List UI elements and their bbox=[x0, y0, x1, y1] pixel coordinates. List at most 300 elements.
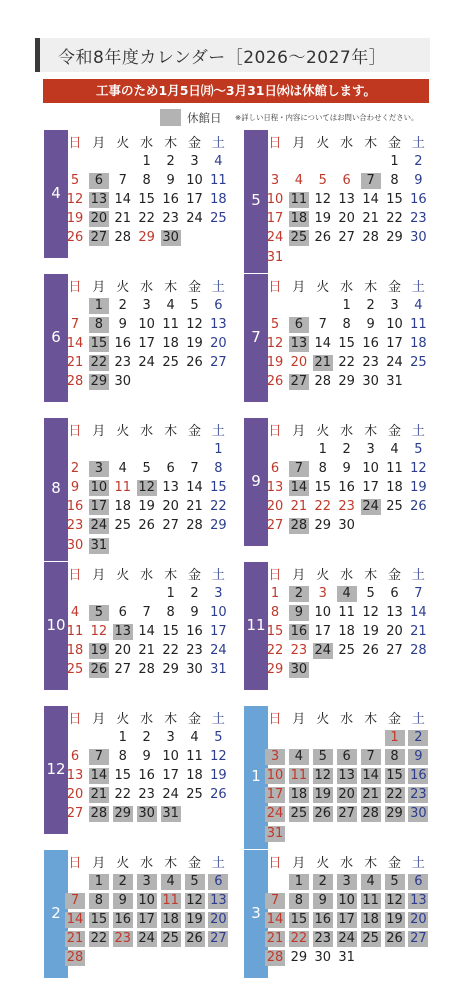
weekday-header: 日 bbox=[268, 856, 282, 871]
day-cell: 15 bbox=[266, 624, 284, 640]
day-cell: 14 bbox=[314, 336, 332, 352]
month-label: 9 bbox=[251, 472, 261, 490]
closed-day-cell: 4 bbox=[289, 749, 309, 765]
day-cell: 12 bbox=[362, 605, 379, 621]
day-cell: 6 bbox=[390, 586, 399, 601]
closed-day-cell: 17 bbox=[90, 499, 108, 515]
day-cell: 2 bbox=[70, 461, 80, 477]
title-bar bbox=[35, 38, 430, 72]
day-cell: 7 bbox=[414, 586, 423, 601]
weekday-header: 水 bbox=[140, 136, 154, 151]
closed-day-cell: 31 bbox=[90, 537, 108, 553]
day-cell: 11 bbox=[386, 461, 403, 477]
weekday-header: 月 bbox=[92, 424, 106, 439]
day-cell: 26 bbox=[410, 499, 427, 515]
closed-day-cell: 19 bbox=[90, 643, 108, 659]
day-cell: 24 bbox=[162, 787, 179, 803]
closed-day-cell: 12 bbox=[138, 480, 155, 496]
day-cell: 15 bbox=[314, 480, 332, 496]
day-cell: 11 bbox=[410, 317, 427, 333]
day-cell: 27 bbox=[210, 355, 227, 371]
closed-day-cell: 6 bbox=[289, 317, 309, 333]
weekday-header: 水 bbox=[340, 280, 354, 295]
closed-day-cell: 22 bbox=[290, 931, 308, 947]
closed-day-cell: 20 bbox=[410, 912, 427, 928]
day-cell: 19 bbox=[186, 336, 203, 352]
weekday-header: 木 bbox=[364, 280, 378, 295]
day-cell: 21 bbox=[186, 499, 203, 515]
weekday-header: 月 bbox=[92, 136, 106, 151]
closed-day-cell: 30 bbox=[410, 806, 427, 822]
day-cell: 11 bbox=[162, 317, 179, 333]
closed-day-cell: 11 bbox=[290, 768, 308, 784]
weekday-header: 水 bbox=[140, 856, 154, 871]
day-cell: 28 bbox=[186, 518, 203, 534]
day-cell: 29 bbox=[138, 230, 155, 246]
closed-day-cell: 8 bbox=[289, 893, 309, 909]
day-cell: 23 bbox=[338, 499, 355, 515]
closed-day-cell: 3 bbox=[89, 461, 109, 477]
day-cell: 15 bbox=[138, 192, 155, 208]
closed-day-cell: 17 bbox=[338, 912, 355, 928]
closed-day-cell: 24 bbox=[138, 931, 155, 947]
closed-day-cell: 13 bbox=[410, 893, 427, 909]
day-cell: 9 bbox=[70, 480, 80, 496]
day-cell: 2 bbox=[414, 154, 423, 169]
closed-day-cell: 14 bbox=[362, 768, 379, 784]
day-cell: 6 bbox=[270, 461, 280, 477]
day-cell: 20 bbox=[266, 499, 284, 515]
closed-day-cell: 29 bbox=[114, 806, 132, 822]
weekday-header: 金 bbox=[187, 136, 201, 151]
day-cell: 1 bbox=[270, 586, 280, 601]
day-cell: 4 bbox=[414, 298, 423, 313]
closed-day-cell: 14 bbox=[290, 480, 308, 496]
day-cell: 1 bbox=[214, 442, 223, 457]
closed-day-cell: 6 bbox=[408, 874, 428, 890]
day-cell: 8 bbox=[318, 461, 327, 477]
closed-day-cell: 18 bbox=[290, 211, 308, 227]
weekday-header: 木 bbox=[164, 568, 178, 583]
closed-day-cell: 19 bbox=[386, 912, 403, 928]
closed-day-cell: 9 bbox=[289, 605, 309, 621]
closed-day-cell: 29 bbox=[90, 374, 108, 390]
day-cell: 25 bbox=[338, 643, 355, 659]
day-cell: 6 bbox=[118, 605, 127, 621]
day-cell: 15 bbox=[338, 336, 355, 352]
weekday-header: 月 bbox=[292, 424, 306, 439]
closed-day-cell: 1 bbox=[385, 730, 405, 746]
day-cell: 19 bbox=[66, 211, 84, 227]
closed-day-cell: 27 bbox=[90, 230, 108, 246]
closed-day-cell: 25 bbox=[362, 931, 379, 947]
day-cell: 2 bbox=[342, 442, 351, 457]
day-cell: 8 bbox=[342, 317, 351, 333]
closed-day-cell: 14 bbox=[266, 912, 284, 928]
month-label: 10 bbox=[46, 616, 66, 634]
day-cell: 23 bbox=[138, 787, 155, 803]
closed-day-cell: 11 bbox=[290, 192, 308, 208]
closed-day-cell: 7 bbox=[89, 749, 109, 765]
closed-day-cell: 13 bbox=[114, 624, 132, 640]
weekday-header: 木 bbox=[364, 856, 378, 871]
day-cell: 25 bbox=[210, 211, 227, 227]
day-cell: 3 bbox=[142, 298, 151, 313]
day-cell: 10 bbox=[314, 605, 332, 621]
day-cell: 29 bbox=[338, 374, 355, 390]
day-cell: 20 bbox=[114, 643, 132, 659]
closed-day-cell: 9 bbox=[113, 893, 133, 909]
day-cell: 10 bbox=[266, 192, 284, 208]
closed-day-cell: 9 bbox=[313, 893, 333, 909]
closed-day-cell: 10 bbox=[90, 480, 108, 496]
day-cell: 15 bbox=[114, 768, 132, 784]
weekday-header: 木 bbox=[164, 280, 178, 295]
month-label: 6 bbox=[51, 328, 61, 346]
weekday-header: 月 bbox=[92, 568, 106, 583]
weekday-header: 水 bbox=[340, 856, 354, 871]
closed-day-cell: 16 bbox=[314, 912, 332, 928]
day-cell: 19 bbox=[266, 355, 284, 371]
weekday-header: 日 bbox=[268, 136, 282, 151]
weekday-header: 火 bbox=[316, 568, 330, 583]
day-cell: 27 bbox=[386, 643, 403, 659]
day-cell: 31 bbox=[386, 374, 403, 390]
day-cell: 1 bbox=[390, 154, 399, 169]
day-cell: 6 bbox=[70, 749, 80, 765]
day-cell: 1 bbox=[118, 730, 127, 745]
day-cell: 10 bbox=[386, 317, 403, 333]
closed-day-cell: 16 bbox=[290, 624, 308, 640]
closed-day-cell: 12 bbox=[314, 768, 332, 784]
closed-day-cell: 2 bbox=[313, 874, 333, 890]
day-cell: 19 bbox=[362, 624, 379, 640]
closed-day-cell: 11 bbox=[162, 893, 179, 909]
weekday-header: 火 bbox=[116, 136, 130, 151]
day-cell: 14 bbox=[66, 336, 84, 352]
weekday-header: 月 bbox=[292, 856, 306, 871]
day-cell: 28 bbox=[410, 643, 427, 659]
weekday-header: 土 bbox=[411, 568, 425, 583]
day-cell: 21 bbox=[114, 211, 132, 227]
closed-day-cell: 15 bbox=[290, 912, 308, 928]
weekday-header: 金 bbox=[187, 568, 201, 583]
day-cell: 23 bbox=[66, 518, 84, 534]
weekday-header: 月 bbox=[292, 568, 306, 583]
day-cell: 2 bbox=[142, 730, 151, 745]
closed-day-cell: 26 bbox=[314, 806, 332, 822]
month-label: 3 bbox=[251, 904, 261, 922]
day-cell: 7 bbox=[190, 461, 199, 477]
closed-day-cell: 25 bbox=[162, 931, 179, 947]
day-cell: 27 bbox=[338, 230, 355, 246]
closed-day-cell: 9 bbox=[408, 749, 428, 765]
weekday-header: 金 bbox=[187, 424, 201, 439]
closed-day-cell: 24 bbox=[338, 931, 355, 947]
closed-day-cell: 22 bbox=[90, 931, 108, 947]
day-cell: 1 bbox=[142, 154, 151, 169]
day-cell: 5 bbox=[70, 173, 80, 189]
day-cell: 8 bbox=[142, 173, 151, 189]
day-cell: 9 bbox=[414, 173, 423, 189]
closed-day-cell: 6 bbox=[208, 874, 228, 890]
weekday-header: 月 bbox=[92, 856, 106, 871]
closed-day-cell: 23 bbox=[114, 931, 132, 947]
day-cell: 29 bbox=[210, 518, 227, 534]
closed-day-cell: 28 bbox=[362, 806, 379, 822]
closed-day-cell: 31 bbox=[162, 806, 179, 822]
day-cell: 18 bbox=[114, 499, 132, 515]
day-cell: 30 bbox=[410, 230, 427, 246]
page-title: 令和8年度カレンダー［2026〜2027年］ bbox=[58, 48, 387, 68]
day-cell: 8 bbox=[390, 173, 399, 189]
weekday-header: 火 bbox=[316, 424, 330, 439]
weekday-header: 日 bbox=[68, 280, 82, 295]
day-cell: 9 bbox=[118, 317, 127, 333]
weekday-header: 日 bbox=[68, 424, 82, 439]
day-cell: 9 bbox=[166, 173, 175, 189]
day-cell: 19 bbox=[210, 768, 227, 784]
weekday-header: 水 bbox=[140, 424, 154, 439]
day-cell: 22 bbox=[338, 355, 355, 371]
day-cell: 1 bbox=[342, 298, 351, 313]
day-cell: 8 bbox=[166, 605, 175, 621]
day-cell: 2 bbox=[366, 298, 375, 313]
day-cell: 11 bbox=[114, 480, 132, 496]
weekday-header: 土 bbox=[211, 136, 225, 151]
closed-day-cell: 4 bbox=[361, 874, 381, 890]
day-cell: 17 bbox=[162, 768, 179, 784]
closed-day-cell: 3 bbox=[137, 874, 157, 890]
day-cell: 22 bbox=[314, 499, 332, 515]
weekday-header: 土 bbox=[211, 568, 225, 583]
day-cell: 16 bbox=[338, 480, 355, 496]
weekday-header: 木 bbox=[364, 136, 378, 151]
weekday-header: 日 bbox=[68, 568, 82, 583]
closed-day-cell: 22 bbox=[90, 355, 108, 371]
day-cell: 19 bbox=[314, 211, 332, 227]
day-cell: 4 bbox=[70, 605, 80, 621]
weekday-header: 火 bbox=[316, 712, 330, 727]
closed-day-cell: 21 bbox=[266, 931, 284, 947]
day-cell: 3 bbox=[390, 298, 399, 313]
day-cell: 18 bbox=[66, 643, 84, 659]
closed-day-cell: 5 bbox=[185, 874, 205, 890]
closed-day-cell: 14 bbox=[66, 912, 84, 928]
day-cell: 10 bbox=[362, 461, 379, 477]
day-cell: 22 bbox=[138, 211, 155, 227]
day-cell: 26 bbox=[66, 230, 84, 246]
weekday-header: 木 bbox=[164, 136, 178, 151]
month-label: 8 bbox=[51, 479, 61, 498]
day-cell: 19 bbox=[410, 480, 427, 496]
day-cell: 19 bbox=[138, 499, 155, 515]
day-cell: 21 bbox=[66, 355, 84, 371]
weekday-header: 金 bbox=[187, 280, 201, 295]
day-cell: 30 bbox=[362, 374, 379, 390]
closed-day-cell: 14 bbox=[90, 768, 108, 784]
closed-day-cell: 13 bbox=[90, 192, 108, 208]
day-cell: 5 bbox=[366, 586, 375, 601]
closed-day-cell: 24 bbox=[90, 518, 108, 534]
closed-day-cell: 3 bbox=[337, 874, 357, 890]
closed-day-cell: 29 bbox=[386, 806, 403, 822]
day-cell: 1 bbox=[166, 586, 175, 601]
closed-day-cell: 6 bbox=[337, 749, 357, 765]
day-cell: 25 bbox=[114, 518, 132, 534]
day-cell: 13 bbox=[266, 480, 284, 496]
day-cell: 24 bbox=[210, 643, 227, 659]
day-cell: 23 bbox=[410, 211, 427, 227]
day-cell: 12 bbox=[186, 317, 203, 333]
day-cell: 13 bbox=[338, 192, 355, 208]
closed-day-cell: 4 bbox=[161, 874, 181, 890]
closed-day-cell: 16 bbox=[410, 768, 427, 784]
day-cell: 3 bbox=[366, 442, 375, 457]
weekday-header: 木 bbox=[364, 424, 378, 439]
closed-day-cell: 23 bbox=[314, 931, 332, 947]
day-cell: 14 bbox=[186, 480, 203, 496]
closed-day-cell: 19 bbox=[314, 787, 332, 803]
day-cell: 16 bbox=[66, 499, 84, 515]
day-cell: 3 bbox=[270, 173, 280, 189]
closed-day-cell: 27 bbox=[210, 931, 227, 947]
day-cell: 5 bbox=[270, 317, 280, 333]
day-cell: 14 bbox=[114, 192, 132, 208]
closed-day-cell: 7 bbox=[265, 893, 285, 909]
day-cell: 12 bbox=[210, 749, 227, 765]
day-cell: 18 bbox=[210, 192, 227, 208]
day-cell: 5 bbox=[142, 461, 151, 477]
closed-day-cell: 25 bbox=[290, 230, 308, 246]
day-cell: 6 bbox=[342, 173, 351, 189]
day-cell: 12 bbox=[90, 624, 108, 640]
closed-day-cell: 25 bbox=[290, 806, 308, 822]
day-cell: 25 bbox=[386, 499, 403, 515]
weekday-header: 木 bbox=[364, 712, 378, 727]
closed-day-cell: 31 bbox=[266, 825, 284, 841]
day-cell: 20 bbox=[386, 624, 403, 640]
closed-day-cell: 24 bbox=[266, 806, 284, 822]
day-cell: 28 bbox=[362, 230, 379, 246]
day-cell: 12 bbox=[410, 461, 427, 477]
closed-day-cell: 21 bbox=[314, 355, 332, 371]
day-cell: 29 bbox=[162, 662, 179, 678]
day-cell: 10 bbox=[186, 173, 203, 189]
day-cell: 6 bbox=[166, 461, 175, 477]
day-cell: 18 bbox=[162, 336, 179, 352]
day-cell: 22 bbox=[266, 643, 284, 659]
day-cell: 11 bbox=[338, 605, 355, 621]
closed-day-cell: 5 bbox=[89, 605, 109, 621]
closed-day-cell: 30 bbox=[138, 806, 155, 822]
closed-day-cell: 18 bbox=[162, 912, 179, 928]
day-cell: 20 bbox=[338, 211, 355, 227]
day-cell: 26 bbox=[314, 230, 332, 246]
day-cell: 4 bbox=[118, 461, 127, 477]
day-cell: 3 bbox=[214, 586, 223, 601]
weekday-header: 水 bbox=[340, 424, 354, 439]
day-cell: 9 bbox=[342, 461, 351, 477]
day-cell: 14 bbox=[410, 605, 427, 621]
day-cell: 26 bbox=[138, 518, 155, 534]
day-cell: 4 bbox=[190, 730, 199, 745]
day-cell: 3 bbox=[166, 730, 175, 745]
day-cell: 21 bbox=[362, 211, 379, 227]
closed-day-cell: 28 bbox=[66, 950, 84, 966]
day-cell: 23 bbox=[290, 643, 308, 659]
day-cell: 23 bbox=[186, 643, 203, 659]
month-label: 12 bbox=[46, 760, 66, 778]
day-cell: 11 bbox=[66, 624, 84, 640]
weekday-header: 水 bbox=[340, 568, 354, 583]
day-cell: 16 bbox=[186, 624, 203, 640]
weekday-header: 水 bbox=[140, 568, 154, 583]
day-cell: 25 bbox=[66, 662, 84, 678]
weekday-header: 火 bbox=[116, 424, 130, 439]
day-cell: 18 bbox=[338, 624, 355, 640]
day-cell: 13 bbox=[210, 317, 227, 333]
closed-day-cell: 28 bbox=[290, 518, 308, 534]
closed-day-cell: 18 bbox=[362, 912, 379, 928]
weekday-header: 木 bbox=[164, 424, 178, 439]
day-cell: 12 bbox=[266, 336, 284, 352]
closed-day-cell: 7 bbox=[65, 893, 85, 909]
day-cell: 6 bbox=[214, 298, 223, 313]
closed-day-cell: 27 bbox=[338, 806, 355, 822]
day-cell: 23 bbox=[114, 355, 132, 371]
weekday-header: 土 bbox=[411, 712, 425, 727]
day-cell: 18 bbox=[410, 336, 427, 352]
weekday-header: 月 bbox=[92, 712, 106, 727]
day-cell: 22 bbox=[210, 499, 227, 515]
weekday-header: 水 bbox=[340, 712, 354, 727]
closed-day-cell: 30 bbox=[290, 662, 308, 678]
day-cell: 17 bbox=[138, 336, 155, 352]
closed-day-cell: 19 bbox=[186, 912, 203, 928]
day-cell: 31 bbox=[338, 950, 355, 966]
closed-day-cell: 7 bbox=[289, 461, 309, 477]
day-cell: 11 bbox=[210, 173, 227, 189]
day-cell: 29 bbox=[386, 230, 403, 246]
day-cell: 1 bbox=[318, 442, 327, 457]
day-cell: 18 bbox=[186, 768, 203, 784]
legend-label: 休館日 bbox=[187, 111, 222, 125]
month-label: 4 bbox=[51, 184, 61, 202]
closed-day-cell: 13 bbox=[290, 336, 308, 352]
weekday-header: 火 bbox=[116, 568, 130, 583]
day-cell: 5 bbox=[214, 730, 223, 745]
day-cell: 17 bbox=[266, 211, 284, 227]
closed-day-cell: 23 bbox=[410, 787, 427, 803]
day-cell: 30 bbox=[66, 537, 84, 553]
closed-day-cell: 15 bbox=[386, 768, 403, 784]
day-cell: 12 bbox=[314, 192, 332, 208]
closed-day-cell: 2 bbox=[289, 586, 309, 602]
month-label: 1 bbox=[251, 767, 261, 786]
closed-day-cell: 24 bbox=[362, 499, 379, 515]
day-cell: 15 bbox=[386, 192, 403, 208]
weekday-header: 土 bbox=[411, 136, 425, 151]
day-cell: 13 bbox=[66, 768, 84, 784]
closed-day-cell: 16 bbox=[114, 912, 132, 928]
day-cell: 29 bbox=[314, 518, 332, 534]
closed-day-cell: 18 bbox=[290, 787, 308, 803]
closed-day-cell: 8 bbox=[89, 317, 109, 333]
day-cell: 30 bbox=[338, 518, 355, 534]
weekday-header: 水 bbox=[140, 280, 154, 295]
day-cell: 29 bbox=[266, 662, 284, 678]
